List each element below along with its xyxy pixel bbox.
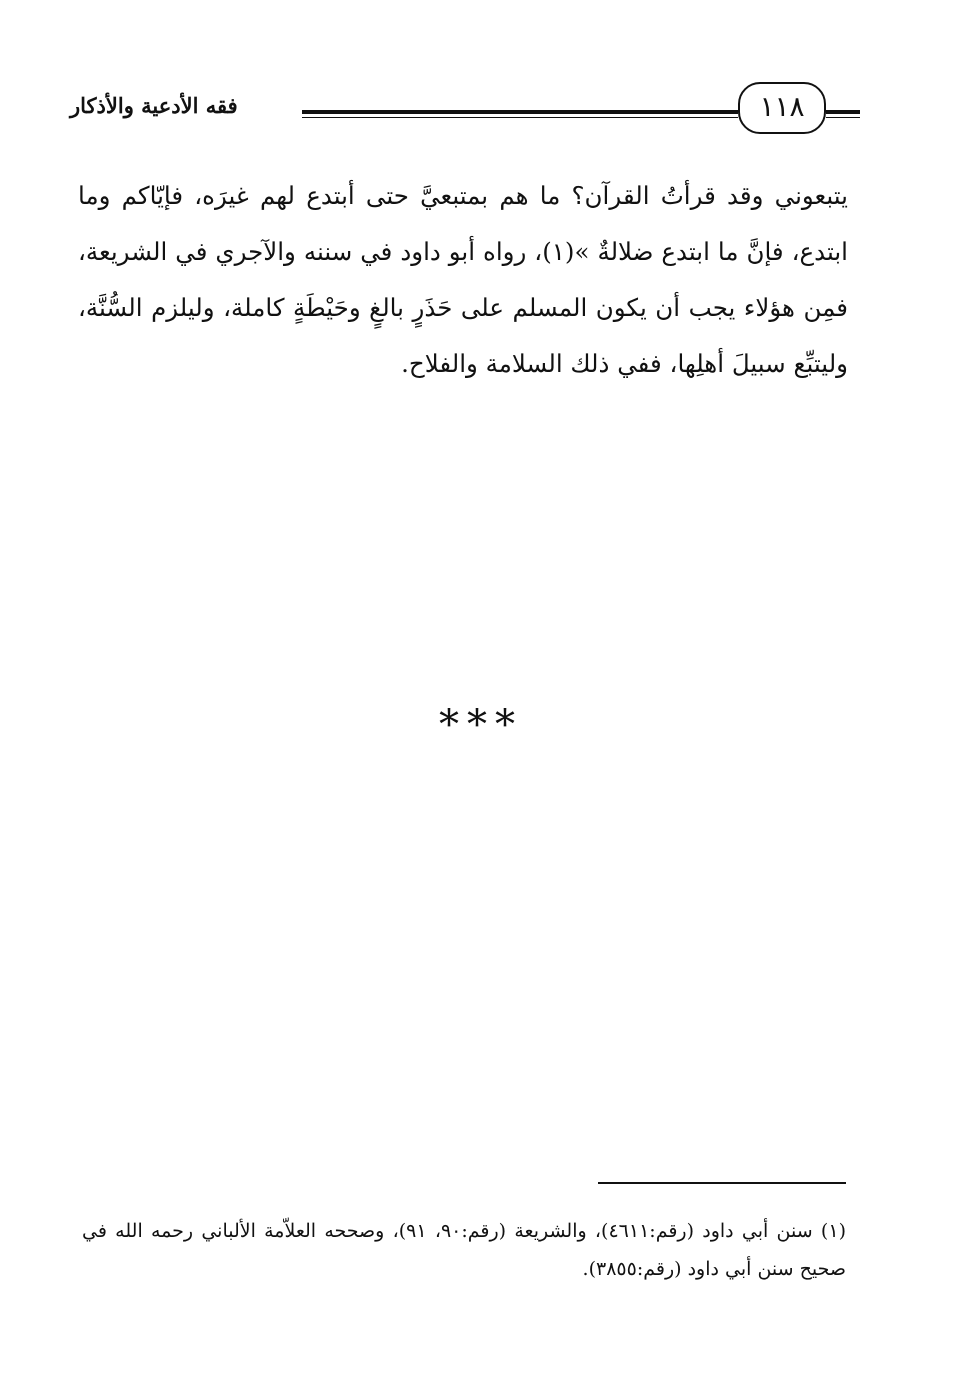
paragraph: يتبعوني وقد قرأتُ القرآن؟ ما هم بمتبعيَّ حتى أبتدع لهم غيرَه، فإيّاكم وما ابتدع، فإنَّ ما ابتدع ضلالةٌ »(١)، رواه أبو داود في سننه والآجري في الشريعة، فمِن هؤلاء يجب أن يكون المسلم على حَذَرٍ بالغٍ وحَيْطَةٍ كاملة، وليلزم السُّنَّة، وليتبِّع سبيلَ أهلِها، ففي ذلك السلامة والفلاح. — [78, 181, 848, 378]
footnote-rule — [598, 1182, 846, 1184]
footnotes — [82, 1212, 846, 1288]
running-title: فقه الأدعية والأذكار — [70, 93, 238, 118]
footnote-1: (١) سنن أبي داود (رقم:٤٦١١)، والشريعة (رقم:٩٠، ٩١)، وصححه العلاّمة الألباني رحمه الله في صحيح سنن أبي داود (رقم:٣٨٥٥). — [82, 1220, 846, 1280]
header-rule-left — [302, 110, 738, 118]
main-text — [78, 168, 848, 392]
page-number: ١١٨ — [738, 82, 826, 134]
page-header — [70, 78, 860, 138]
header-rule-right — [826, 110, 860, 118]
section-separator: *** — [439, 702, 523, 748]
